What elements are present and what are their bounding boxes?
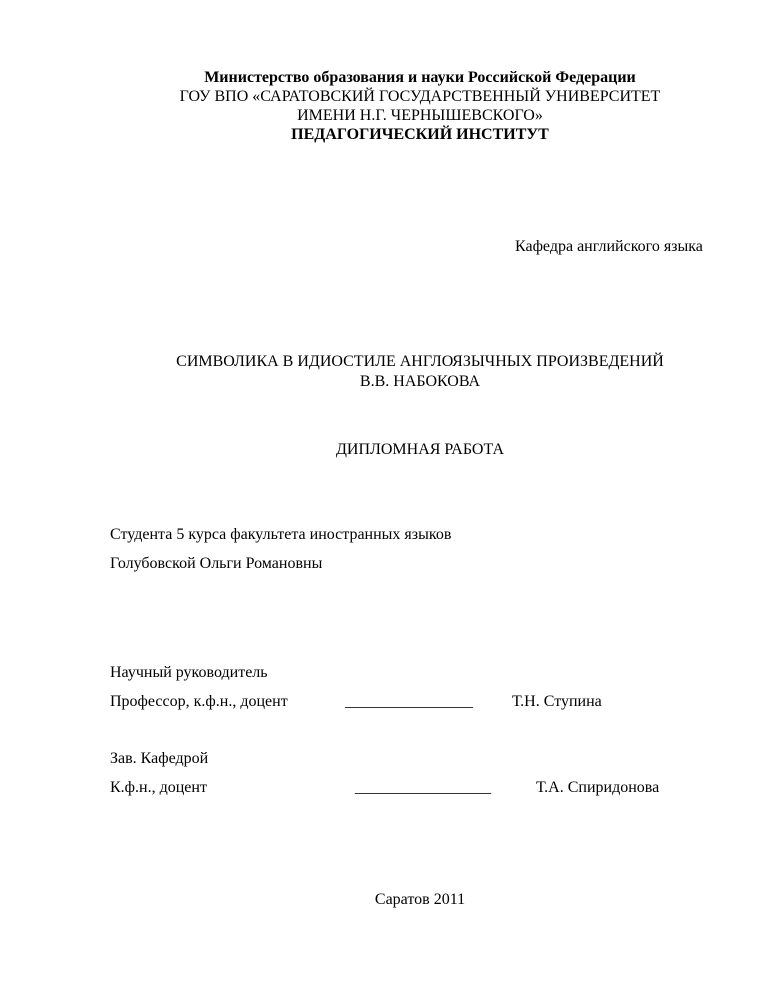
thesis-title-line-1: СИМВОЛИКА В ИДИОСТИЛЕ АНГЛОЯЗЫЧНЫХ ПРОИЗВЕДЕНИЙ — [176, 353, 664, 370]
university-line-2: ИМЕНИ Н.Г. ЧЕРНЫШЕВСКОГО» — [297, 107, 543, 124]
supervisor-label: Научный руководитель — [110, 664, 268, 681]
student-line-1: Студента 5 курса факультета иностранных языков — [110, 526, 452, 543]
university-line-1: ГОУ ВПО «САРАТОВСКИЙ ГОСУДАРСТВЕННЫЙ УНИВЕРСИТЕТ — [179, 88, 661, 105]
head-position: К.ф.н., доцент — [110, 779, 207, 796]
thesis-title-line-2: В.В. НАБОКОВА — [359, 373, 481, 390]
ministry-line: Министерство образования и науки Российской Федерации — [204, 69, 636, 86]
supervisor-signature-line: ________________ — [345, 693, 473, 710]
work-type: ДИПЛОМНАЯ РАБОТА — [335, 441, 504, 458]
supervisor-position: Профессор, к.ф.н., доцент — [110, 693, 288, 710]
institute-line: ПЕДАГОГИЧЕСКИЙ ИНСТИТУТ — [291, 126, 549, 143]
head-signature-line: _________________ — [355, 779, 491, 796]
head-name: Т.А. Спиридонова — [536, 779, 660, 796]
head-label: Зав. Кафедрой — [110, 750, 209, 767]
department-line: Кафедра английского языка — [515, 238, 703, 255]
student-name: Голубовской Ольги Романовны — [110, 555, 323, 572]
city-year: Саратов 2011 — [374, 891, 466, 908]
supervisor-name: Т.Н. Ступина — [512, 693, 602, 710]
